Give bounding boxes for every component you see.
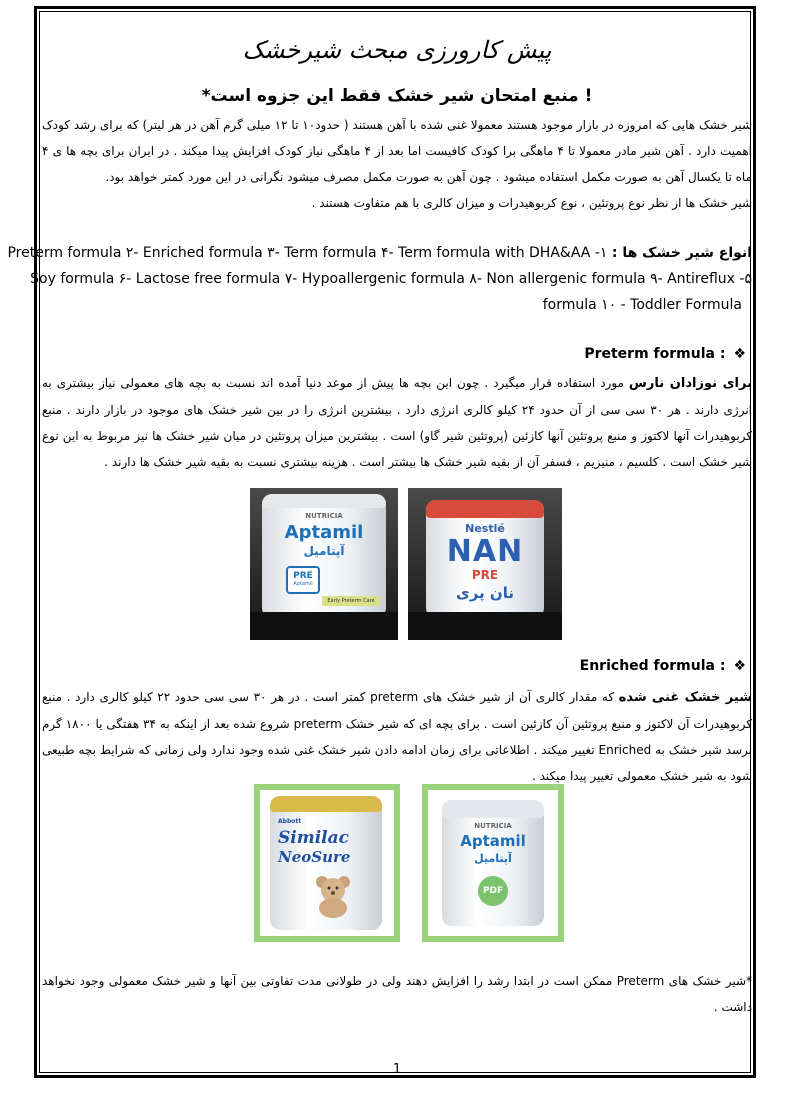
- similac-brand-top: Abbott: [278, 818, 302, 825]
- similac-can: [270, 796, 382, 930]
- aptamil-pre-can-lid: [262, 494, 386, 508]
- similac-can-lid: [270, 796, 382, 812]
- footnote: *شیر خشک های Preterm ممکن است در ابتدا رشد را افزایش دهند ولی در طولانی مدت تفاوتی بین آنها و شیر خشک معمولی وجود نخواهد داشت .: [42, 974, 752, 1014]
- aptamil-pre-fa: آپتامیل: [303, 544, 345, 558]
- nan-pre-image: [408, 488, 562, 640]
- main-heading: *منبع امتحان شیر خشک فقط این جزوه است !: [201, 86, 593, 106]
- nan-pre: PRE: [471, 568, 499, 582]
- preterm-heading-text: Preterm formula :: [584, 346, 726, 362]
- teddy-bear-icon: [310, 872, 356, 918]
- aptamil-pre-image: [250, 488, 398, 640]
- nan-fa: نان پری: [455, 584, 514, 602]
- preterm-paragraph: [42, 370, 752, 475]
- aptamil-pdf-brand: Aptamil: [460, 832, 526, 850]
- aptamil-pre-badge-sub: Aptamil: [293, 581, 313, 587]
- similac-brand2: NeoSure: [278, 848, 351, 866]
- aptamil-pre-badge: [286, 566, 320, 594]
- preterm-heading: [584, 346, 746, 362]
- aptamil-pdf-can-lid: [442, 800, 544, 818]
- types-line-1: [7, 242, 752, 264]
- diamond-bullet-icon: ❖: [733, 658, 746, 674]
- similac-neosure-image: [254, 784, 400, 942]
- preterm-bold: برای نوزادان نارس: [628, 376, 752, 391]
- types-line-2: ۵- Soy formula ۶- Lactose free formula ۷- Hypoallergenic formula ۸- Non allergenic formula ۹- Antireflux: [30, 271, 752, 287]
- enriched-heading: [580, 658, 746, 674]
- enriched-bold: شیر خشک غنی شده: [618, 690, 752, 705]
- aptamil-pdf-can: [442, 800, 544, 926]
- aptamil-pdf-badge: PDF: [478, 876, 508, 906]
- similac-brand: Similac: [278, 828, 350, 848]
- enriched-paragraph: [42, 684, 752, 789]
- types-line-3: formula ۱۰ - Toddler Formula: [542, 297, 742, 313]
- preterm-text: مورد استفاده قرار میگیرد . چون این بچه ها پیش از موعد دنیا آمده اند نسبت به بچه های معمولی نیاز بیشتری به انرژی دارند . هر ۳۰ سی سی از آن حدود ۲۴ کیلو کالری انرژی دارد . بیشترین انرژی را در بین شیر خشک های موجود در بازار دارند . منبع کربوهیدرات آنها لاکتوز و منبع پروتئین آنها کازئین (پروتئین شیر گاو) است . بیشترین میزان پروتئین در میان شیر خشک ها نیز مربوط به این نوع شیر خشک است . کلسیم ، منیزیم ، فسفر آن از بقیه شیر خشک ها بیشتر است . هزینه بیشتری نسبت به بقیه شیر خشک ها دارند .: [42, 376, 752, 469]
- enriched-text: که مقدار کالری آن از شیر خشک های preterm کمتر است . در هر ۳۰ سی سی حدود ۲۲ کیلو کالری دارد . منبع کربوهیدرات آن لاکتوز و منبع پروتئین آن کازئین است . برای بچه ای که شیر خشک preterm شروع شده بعد از اینکه به ۳۴ هفتگی یا ۱۸۰۰ گرم برسد شیر خشک به Enriched تغییر میکند . اطلاعاتی برای زمان ادامه دادن شیر خشک غنی شده وجود ندارد ولی زمانی که شرایط بچه طبیعی شود به شیر خشک معمولی تغییر پیدا میکند .: [42, 690, 752, 783]
- aptamil-pre-brand: Aptamil: [284, 522, 364, 543]
- aptamil-pdf-brand-top: NUTRICIA: [474, 822, 512, 830]
- diamond-bullet-icon: ❖: [733, 346, 746, 362]
- nan-can: [426, 500, 544, 618]
- types-list-1: ۱- Preterm formula ۲- Enriched formula ۳- Term formula ۴- Term formula with DHA&AA: [7, 245, 608, 261]
- enriched-heading-text: Enriched formula :: [579, 658, 726, 674]
- aptamil-pre-strip: Early Preterm Care: [322, 596, 380, 606]
- intro-paragraph-2: شیر خشک ها از نظر نوع پروتئین ، نوع کربوهیدرات و میزان کالری با هم متفاوت هستند .: [311, 196, 752, 210]
- types-label: انواع شیر خشک ها :: [611, 245, 752, 261]
- aptamil-pdf-fa: آپتامیل: [474, 852, 512, 865]
- page-number: 1: [392, 1062, 402, 1077]
- aptamil-pre-brand-top: NUTRICIA: [305, 512, 343, 520]
- intro-paragraph: شیر خشک هایی که امروزه در بازار موجود هستند معمولا غنی شده با آهن هستند ( حدود۱۰ تا ۱۲ میلی گرم آهن در هر لیتر) که برای رشد کودک اهمیت دارد . آهن شیر مادر معمولا تا ۴ ماهگی برا کودک کافیست اما بعد از ۴ ماهگی نیاز کودک افزایش پیدا میکند . در ایران برای بچه ها ی ۴ ماه تا یکسال آهن به صورت مکمل استفاده میشود . چون آهن به صورت مکمل مصرف میشود نگرانی در این مورد کمتر خواهد بود.: [42, 118, 752, 184]
- aptamil-pre-base: [250, 612, 398, 640]
- aptamil-pre-badge-text: PRE: [293, 571, 313, 581]
- aptamil-pre-can: [262, 494, 386, 618]
- nan-can-lid: [426, 500, 544, 518]
- aptamil-pdf-image: [422, 784, 564, 942]
- nan-brand: NAN: [446, 534, 524, 569]
- page-title: پیش کارورزی مبحث شیرخشک: [242, 36, 552, 64]
- nan-base: [408, 612, 562, 640]
- nan-brand-top: Nestlé: [465, 522, 505, 535]
